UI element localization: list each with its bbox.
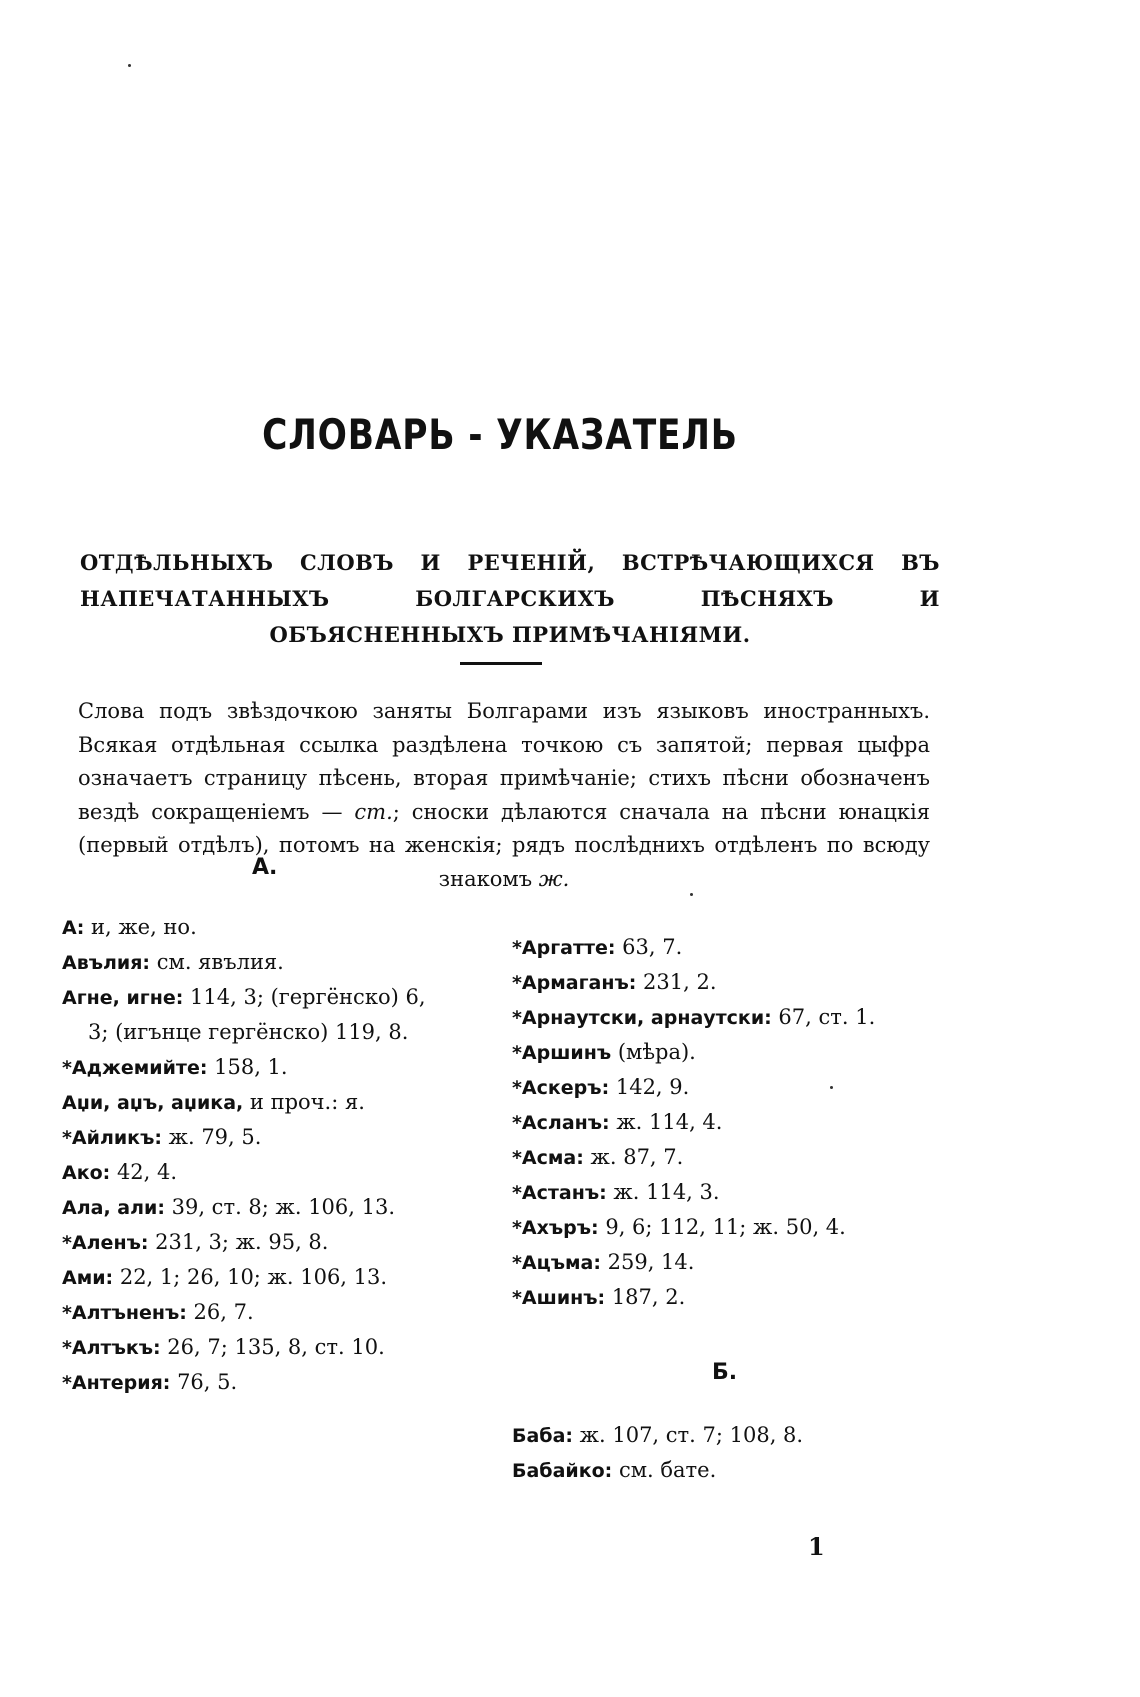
entry-text: 63, 7.: [615, 935, 683, 959]
entry-headword: *Алтъненъ:: [62, 1302, 187, 1324]
entry-headword: *Ашинъ:: [512, 1287, 606, 1309]
list-item: [62, 1160, 177, 1184]
entry-headword: Агне, игне:: [62, 987, 184, 1009]
list-item: [512, 1458, 716, 1482]
list-item: [512, 970, 717, 994]
entry-text: 187, 2.: [605, 1285, 686, 1309]
entry-headword: Ами:: [62, 1267, 114, 1289]
intro-paragraph: [78, 695, 930, 896]
list-item: [62, 1055, 288, 1079]
paper-speck: [830, 1086, 833, 1089]
entry-headword: *Армаганъ:: [512, 972, 637, 994]
entry-text: 76, 5.: [170, 1370, 238, 1394]
entry-text: (мѣра).: [611, 1040, 696, 1064]
entry-text: 142, 9.: [609, 1075, 690, 1099]
page-title: СЛОВАРЬ - УКАЗАТЕЛЬ: [262, 410, 738, 459]
list-item: [62, 1230, 328, 1254]
entry-text: 231, 2.: [636, 970, 717, 994]
list-item: [62, 950, 284, 974]
entry-text: 42, 4.: [110, 1160, 178, 1184]
entry-text: см. бате.: [612, 1458, 717, 1482]
paper-speck: [690, 893, 693, 896]
entry-text: 259, 14.: [600, 1250, 695, 1274]
entry-text: 9, 6; 112, 11; ж. 50, 4.: [598, 1215, 846, 1239]
entry-headword: *Аленъ:: [62, 1232, 149, 1254]
entry-headword: *Аршинъ: [512, 1042, 612, 1064]
entry-headword: *Асма:: [512, 1147, 584, 1169]
entry-headword: *Асланъ:: [512, 1112, 610, 1134]
entry-headword: *Антерия:: [62, 1372, 171, 1394]
entry-text: ж. 114, 4.: [609, 1110, 723, 1134]
list-item: [512, 1423, 803, 1447]
entry-text: и проч.: я.: [243, 1090, 365, 1114]
entry-headword: *Аскеръ:: [512, 1077, 610, 1099]
entry-text: ж. 87, 7.: [583, 1145, 684, 1169]
entry-headword: Авълия:: [62, 952, 151, 974]
section-letter-b: Б.: [712, 1360, 738, 1385]
entry-text: 67, ст. 1.: [771, 1005, 876, 1029]
intro-abbr: ст.: [354, 799, 393, 824]
list-item: [62, 1125, 261, 1149]
list-item: [62, 1195, 395, 1219]
entry-text: ж. 114, 3.: [606, 1180, 720, 1204]
subtitle: ОТДѢЛЬНЫХЪ СЛОВЪ И РЕЧЕНІЙ, ВСТРѢЧАЮЩИХСЯ ВЪ НАПЕЧАТАННЫХЪ БОЛГАРСКИХЪ ПѢСНЯХЪ И ОБЪЯСНЕННЫХЪ ПРИМѢЧАНІЯМИ.: [80, 550, 940, 647]
list-item: [62, 1300, 254, 1324]
list-item: [62, 915, 197, 939]
entry-text: ж. 79, 5.: [161, 1125, 262, 1149]
entry-headword: Баба:: [512, 1425, 573, 1447]
list-item: [512, 1075, 689, 1099]
intro-sign: ж.: [538, 866, 570, 891]
list-item: [512, 935, 682, 959]
entry-headword: А:: [62, 917, 85, 939]
entry-text: 114, 3; (гергёнско) 6,: [183, 985, 426, 1009]
entry-text: 231, 3; ж. 95, 8.: [148, 1230, 329, 1254]
entry-headword: Аџи, аџъ, аџика,: [62, 1092, 244, 1114]
entry-headword: Ако:: [62, 1162, 111, 1184]
list-item: [62, 1370, 237, 1394]
entry-headword: *Аджемийте:: [62, 1057, 208, 1079]
list-item: [62, 1265, 387, 1289]
entry-headword: *Аргатте:: [512, 937, 616, 959]
list-item: [62, 985, 426, 1009]
entry-headword: *Арнаутски, арнаутски:: [512, 1007, 772, 1029]
intro-text: Слова подъ звѣздочкою заняты Болгарами изъ языковъ иностранныхъ. Всякая отдѣльная ссылка раздѣлена точкою съ запятой; первая цыфра означаетъ страницу пѣсень, вторая примѣчаніе; стихъ пѣсни обозначенъ вездѣ сокращеніемъ —: [78, 699, 930, 824]
entry-text: см. явълия.: [150, 950, 284, 974]
section-letter-a: А.: [252, 855, 278, 880]
divider-rule: [460, 662, 542, 665]
entry-headword: *Айликъ:: [62, 1127, 162, 1149]
list-item: [62, 1020, 408, 1044]
list-item: [62, 1090, 365, 1114]
list-item: [512, 1110, 722, 1134]
list-item: [512, 1005, 875, 1029]
list-item: [512, 1250, 694, 1274]
entry-text: ж. 107, ст. 7; 108, 8.: [573, 1423, 804, 1447]
list-item: [512, 1285, 685, 1309]
entry-headword: *Астанъ:: [512, 1182, 607, 1204]
list-item: [512, 1145, 683, 1169]
paper-speck: [128, 64, 131, 67]
entry-headword: *Алтъкъ:: [62, 1337, 161, 1359]
entry-text: 22, 1; 26, 10; ж. 106, 13.: [113, 1265, 388, 1289]
intro-text-2: ; сноски дѣлаются сначала на пѣсни юнацкія (первый отдѣлъ), потомъ на женскія; рядъ послѣднихъ отдѣленъ по всюду знакомъ: [78, 799, 930, 891]
entry-text: и, же, но.: [84, 915, 197, 939]
entry-headword: Ала, али:: [62, 1197, 165, 1219]
entry-text: 26, 7.: [186, 1300, 254, 1324]
list-item: [512, 1180, 720, 1204]
list-item: [62, 1335, 385, 1359]
entry-text: 39, ст. 8; ж. 106, 13.: [164, 1195, 396, 1219]
page-number: 1: [808, 1532, 825, 1561]
entry-headword: *Ацъма:: [512, 1252, 601, 1274]
entry-headword: *Ахъръ:: [512, 1217, 599, 1239]
list-item: [512, 1215, 846, 1239]
entry-text: 158, 1.: [207, 1055, 288, 1079]
entry-headword: Бабайко:: [512, 1460, 613, 1482]
entry-text: 26, 7; 135, 8, ст. 10.: [160, 1335, 385, 1359]
entry-text: 3; (игънце гергёнско) 119, 8.: [88, 1020, 409, 1044]
list-item: [512, 1040, 696, 1064]
